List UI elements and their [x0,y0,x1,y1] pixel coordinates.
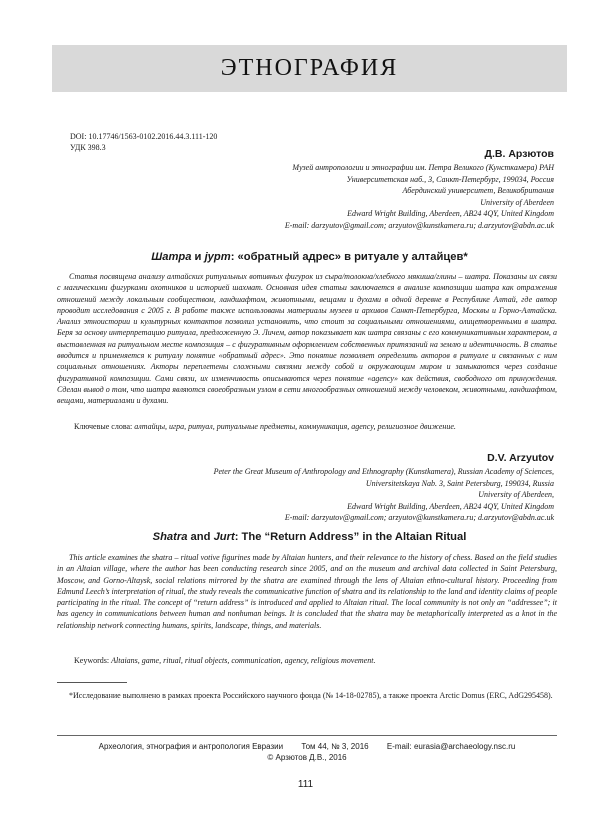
affiliation-line: Абердинский университет, Великобритания [402,186,554,196]
title-conjunction: and [187,531,214,543]
journal-volume: Том 44, № 3, 2016 [301,742,369,751]
keywords-en [74,655,375,666]
udk: УДК 398.3 [70,143,106,152]
affiliation-line: Universitetskaya Nab. 3, Saint Petersburg, 199034, Russia [365,478,554,488]
abstract-ru: Статья посвящена анализу алтайских ритуальных вотивных фигурок из сыра/толокна/хлебного мякиша/глины – шатра. Показаны их связи с магическими фигурками охотников и историей шахмат. Основная идея статьи заключается в анализе композиции шатра как отражения отношений между локальным сообществом, ландшафтом, животными, вещами и духами в одной деревне в Республике Алтай, где автор проводит исследования с 2005 г. В работе также использованы материалы музеев и архивов Санкт-Петербурга, Москвы и Горно-Алтайска. Анализ этноистории и культурных контактов позволил установить, что стоит за социальными отношениями, олицетворенными в шатра. Беря за основу интерпретацию ритуала, предложенную Э. Личем, автор показывает как шатра связаны с его коммуникативным характером, а выставленная на ритуальном месте композиция – с фигуративным оформлением собственных притязаний на землю и идентичность. В статье вводится и применяется к ритуалу понятие «обратный адрес». Это понятие позволяет определить акторов в ритуале и связанных с ним социальных отношениях. Акторы переплетены сложными связями между собой и окружающим миром и замыкаются через создание фигуративной композиции. Сами связи, их изменчивость описываются через понятие «agency» как действия, свободного от принуждения. Сделан вывод о том, что шатра являются своеобразным узлом в сети многообразных отношений между человеком, животными, ландшафтом, вещами, материалами и духами. [57,272,557,406]
author-affiliation-ru [84,147,554,232]
copyright: © Арзютов Д.В., 2016 [267,753,347,762]
affiliation-line: University of Aberdeen [480,197,554,207]
keywords-value: Altaians, game, ritual, ritual objects, communication, agency, religious movement. [111,656,376,665]
email-line: E-mail: darzyutov@gmail.com; arzyutov@kunstkamera.ru; d.arzyutov@abdn.ac.uk [284,220,554,230]
affiliation-line: Edward Wright Building, Aberdeen, AB24 4QY, United Kingdom [347,209,554,219]
abstract-en: This article examines the shatra – ritual votive figurines made by Altaian hunters, and their relevance to the history of chess. Based on the field studies in an Altaian village, where the author has been conducting research since 2005, and on the museum and archival data collected in Saint Petersburg, Moscow, and Gorno-Altaysk, social relations mirrored by the shatra are examined through the lens of Altaian ethno-cultural history. Proceeding from Edmund Leech’s interpretation of ritual, the study reveals the communicative function of shatra and its relationship to the land and identity claims of people participating in the ritual. The concept of “return address” is introduced and applied to Altaian ritual. The local community is not only an “addressee”; it has agency in communications between human and nonhuman beings. It is concluded that the shatra may be metaphorically interpreted as a knot in the relationship network connecting humans, spirits, landscape, things, and materials. [57,553,557,630]
footnote-divider [57,682,127,683]
section-title: ЭТНОГРАФИЯ [220,55,399,81]
email-line: E-mail: darzyutov@gmail.com; arzyutov@kunstkamera.ru; d.arzyutov@abdn.ac.uk [284,513,554,523]
article-title-ru [52,251,567,263]
footnote: *Исследование выполнено в рамках проекта Российского научного фонда (№ 14-18-02785), а также проекта Arctic Domus (ERC, AdG295458). [69,691,553,700]
author-affiliation-en [84,451,554,524]
journal-email: E-mail: eurasia@archaeology.nsc.ru [386,742,516,751]
author-name-en: D.V. Arzyutov [487,452,554,464]
title-rest: : The “Return Address” in the Altaian Ritual [234,531,467,543]
journal-footer [57,742,557,751]
affiliation-line: Peter the Great Museum of Anthropology and Ethnography (Kunstkamera), Russian Academy of Sciences, [213,467,554,476]
keywords-ru [74,421,456,432]
section-header-band [52,45,567,92]
title-rest: : «обратный адрес» в ритуале у алтайцев* [230,251,468,263]
title-term: Шатра [151,251,192,263]
article-title-en [52,531,567,543]
title-conjunction: и [191,251,205,263]
title-term: jурт [204,251,231,263]
keywords-label: Ключевые слова: [74,422,135,431]
title-term: Shatra [152,531,188,543]
affiliation-line: University of Aberdeen, [478,490,554,500]
page-number: 111 [297,779,314,790]
affiliation-line: Университетская наб., 3, Санкт-Петербург, 199034, Россия [346,174,554,184]
keywords-label: Keywords: [74,656,112,665]
affiliation-line: Музей антропологии и этнографии им. Петра Великого (Кунсткамера) РАН [292,163,554,172]
keywords-value: алтайцы, игра, ритуал, ритуальные предметы, коммуникация, agency, религиозное движение. [134,422,456,431]
author-name-ru: Д.В. Арзютов [484,148,554,160]
footer-divider [57,735,557,736]
title-term: Jurt [213,531,235,543]
affiliation-line: Edward Wright Building, Aberdeen, AB24 4QY, United Kingdom [347,501,554,511]
doi: DOI: 10.17746/1563-0102.2016.44.3.111-120 [70,132,218,141]
journal-name: Археология, этнография и антропология Евразии [98,742,284,751]
